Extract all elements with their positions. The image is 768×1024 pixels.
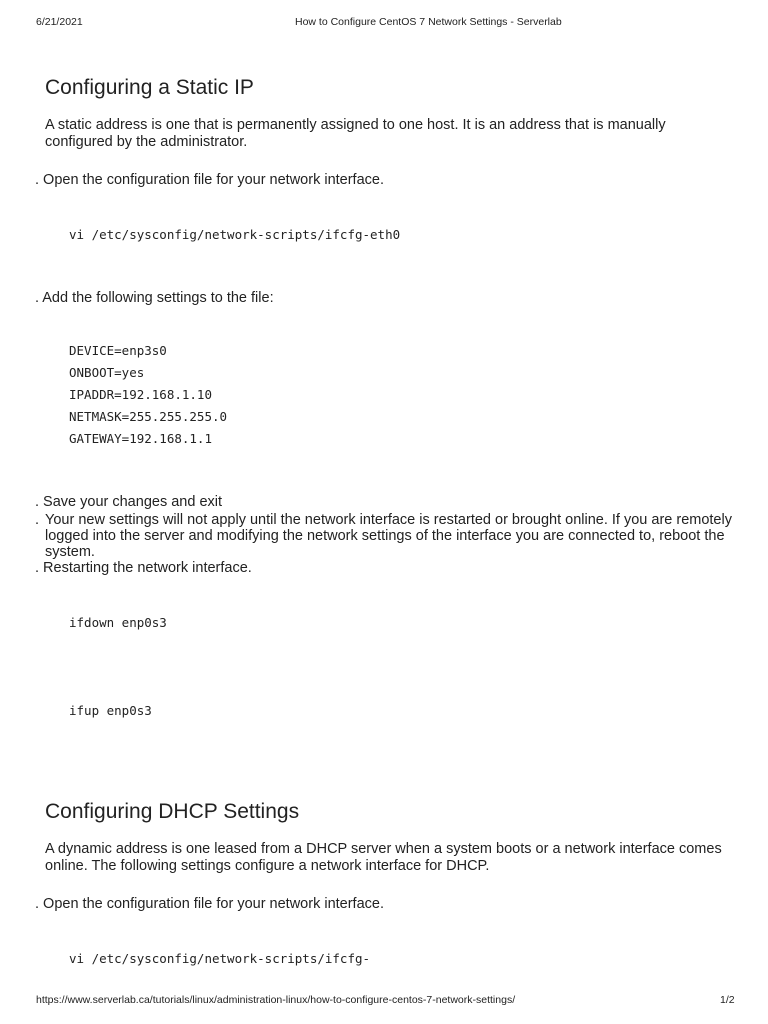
- page-number: 1/2: [720, 994, 735, 1006]
- step-restart-interface: . Restarting the network interface.: [35, 560, 252, 576]
- step-add-settings: . Add the following settings to the file:: [35, 290, 274, 306]
- code-open-config-dhcp: vi /etc/sysconfig/network-scripts/ifcfg-: [69, 951, 371, 966]
- code-line: DEVICE=enp3s0: [69, 343, 167, 358]
- step-apply-note: [35, 512, 735, 560]
- source-url[interactable]: https://www.serverlab.ca/tutorials/linux/administration-linux/how-to-configure-centos-7-network-settings/: [36, 994, 516, 1006]
- print-date: 6/21/2021: [36, 16, 83, 28]
- code-line: IPADDR=192.168.1.10: [69, 387, 212, 402]
- section-heading-dhcp: Configuring DHCP Settings: [45, 800, 300, 823]
- step-open-config-dhcp: . Open the configuration file for your network interface.: [35, 896, 384, 912]
- code-line: ONBOOT=yes: [69, 365, 145, 380]
- code-line: NETMASK=255.255.255.0: [69, 409, 228, 424]
- section-heading-static-ip: Configuring a Static IP: [45, 76, 254, 99]
- step-apply-note-text: Your new settings will not apply until the network interface is restarted or brought online. If you are remotely logged into the server and modifying the network settings of the interface you are connected to, reboot the system.: [45, 512, 732, 560]
- code-line: GATEWAY=192.168.1.1: [69, 431, 212, 446]
- dhcp-intro: A dynamic address is one leased from a DHCP server when a system boots or a network interface comes online. The following settings configure a network interface for DHCP.: [45, 841, 722, 874]
- code-open-config: vi /etc/sysconfig/network-scripts/ifcfg-eth0: [69, 227, 401, 242]
- page-title: How to Configure CentOS 7 Network Settings - Serverlab: [295, 16, 562, 28]
- code-ifup: ifup enp0s3: [69, 703, 152, 718]
- static-ip-intro: A static address is one that is permanently assigned to one host. It is an address that is manually configured by the administrator.: [45, 117, 666, 150]
- code-ifdown: ifdown enp0s3: [69, 615, 167, 630]
- step-open-config: . Open the configuration file for your network interface.: [35, 172, 384, 188]
- code-block-settings: [69, 340, 227, 450]
- step-bullet: .: [35, 512, 40, 528]
- step-save-exit: . Save your changes and exit: [35, 494, 223, 510]
